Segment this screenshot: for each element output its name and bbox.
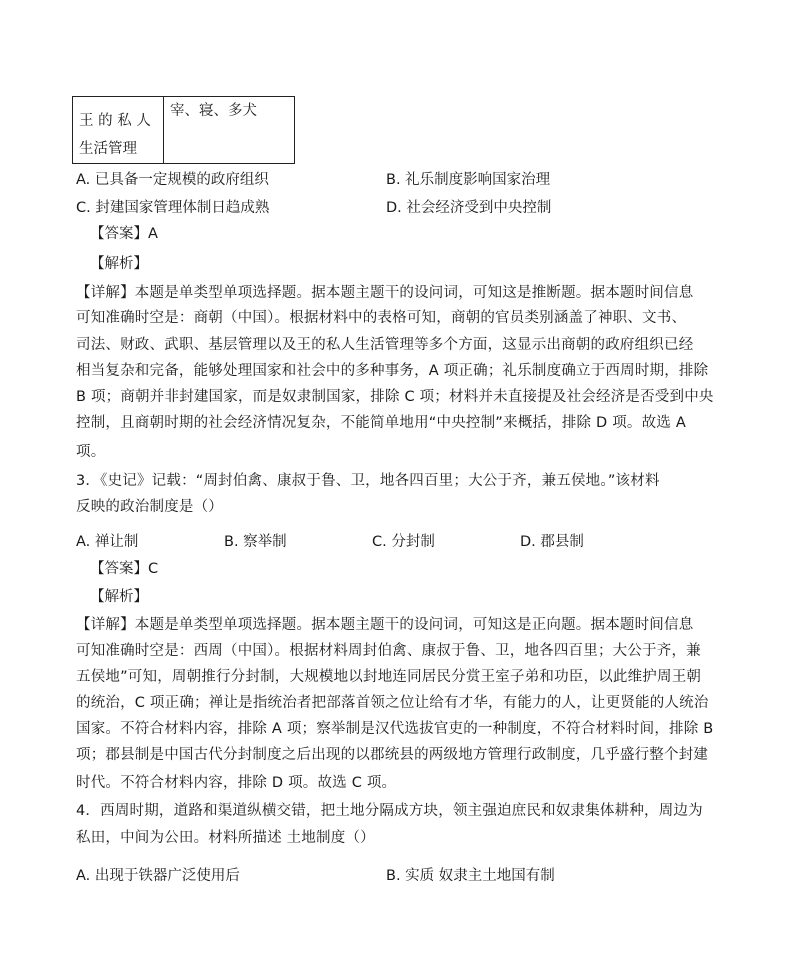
q4-stem-line: 4．西周时期，道路和渠道纵横交错，把土地分隔成方块，领主强迫庶民和奴隶集体耕种，周边为: [76, 803, 703, 819]
q2-option-a: A. 已具备一定规模的政府组织: [76, 172, 269, 188]
q3-explain-line: 时代。不符合材料内容，排除 D 项。故选 C 项。: [76, 775, 397, 791]
q3-explain-line: 五侯地”可知，周朝推行分封制，大规模地以封地连同居民分赏王室子弟和功臣，以此维护周王朝: [76, 669, 702, 685]
q4-stem-line: 私田，中间为公田。材料所描述 土地制度（）: [76, 830, 375, 846]
q3-analysis-label: 【解析】: [90, 589, 148, 605]
q2-answer: 【答案】A: [90, 226, 158, 242]
q3-answer: 【答案】C: [90, 561, 159, 577]
q2-option-c: C. 封建国家管理体制日趋成熟: [76, 200, 270, 216]
official-table-fragment: [72, 96, 295, 164]
q3-stem-line: 3．《史记》记载：“周封伯禽、康叔于鲁、卫，地各四百里；大公于齐，兼五侯地。”该材料: [76, 473, 660, 489]
q3-explain-line: 项；郡县制是中国古代分封制度之后出现的以郡统县的两级地方管理行政制度，几乎盛行整个封建: [76, 747, 709, 763]
q3-explain-line: 【详解】本题是单类型单项选择题。据本题主题干的设问词，可知这是正向题。据本题时间信息: [76, 617, 694, 633]
q2-explain-line: 【详解】本题是单类型单项选择题。据本题主题干的设问词，可知这是推断题。据本题时间信息: [76, 285, 694, 301]
table-cell-officials-text: 宰、寝、多犬: [170, 103, 257, 119]
q2-explain-line: 控制，且商朝时期的社会经济情况复杂，不能简单地用“中央控制”来概括，排除 D 项。故选 A: [76, 415, 686, 431]
table-cell-category-line2: 生活管理: [79, 141, 137, 157]
q2-option-b: B. 礼乐制度影响国家治理: [386, 172, 551, 188]
q3-option-b: B. 察举制: [224, 534, 287, 550]
q3-explain-line: 国家。不符合材料内容，排除 A 项；察举制是汉代选拔官吏的一种制度，不符合材料时间，排除 B: [76, 721, 714, 737]
q3-option-c: C. 分封制: [372, 534, 435, 550]
table-cell-category: [73, 97, 164, 164]
q3-option-d: D. 郡县制: [520, 534, 584, 550]
q4-option-a: A. 出现于铁器广泛使用后: [76, 868, 240, 884]
q2-explain-line: B 项；商朝并非封建国家，而是奴隶制国家，排除 C 项；材料并未直接提及社会经济是否受到中央: [76, 389, 714, 405]
q2-analysis-label: 【解析】: [90, 256, 148, 272]
table-cell-category-line1: 王 的 私 人: [79, 113, 151, 129]
table-cell-officials: [164, 97, 295, 164]
q3-option-a: A. 禅让制: [76, 534, 139, 550]
q2-explain-line: 相当复杂和完备，能够处理国家和社会中的多种事务，A 项正确；礼乐制度确立于西周时期，排除: [76, 363, 709, 379]
q3-explain-line: 可知准确时空是：西周（中国）。根据材料周封伯禽、康叔于鲁、卫，地各四百里；大公于齐，兼: [76, 643, 701, 659]
q2-option-d: D. 社会经济受到中央控制: [386, 200, 552, 216]
q2-explain-line: 司法、财政、武职、基层管理以及王的私人生活管理等多个方面，这显示出商朝的政府组织已经: [76, 337, 694, 353]
q3-stem-line: 反映的政治制度是（）: [76, 499, 223, 515]
table-row: [73, 97, 295, 164]
q3-explain-line: 的统治，C 项正确；禅让是指统治者把部落首领之位让给有才华，有能力的人，让更贤能的人统治: [76, 695, 709, 711]
q4-option-b: B. 实质 奴隶主土地国有制: [386, 868, 555, 884]
q2-explain-line: 项。: [76, 444, 106, 460]
q2-explain-line: 可知准确时空是：商朝（中国）。根据材料中的表格可知，商朝的官员类别涵盖了神职、文书、: [76, 310, 687, 326]
